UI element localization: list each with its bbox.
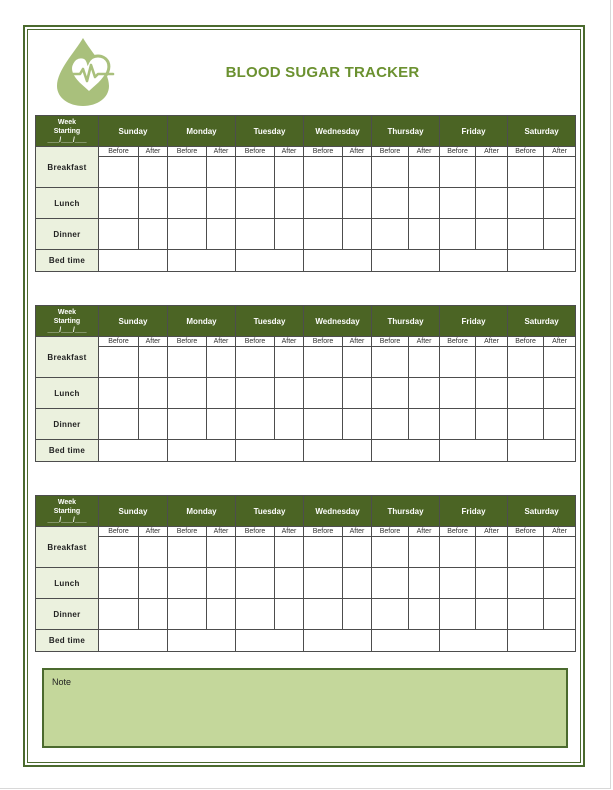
before-label: Before <box>440 337 476 347</box>
reading-cell[interactable] <box>476 599 508 630</box>
reading-cell[interactable] <box>372 409 409 440</box>
bedtime-cell[interactable] <box>304 630 372 652</box>
reading-cell[interactable] <box>139 599 168 630</box>
reading-cell[interactable] <box>409 219 440 250</box>
day-header: Monday <box>168 306 236 337</box>
reading-cell[interactable] <box>207 568 236 599</box>
day-header: Monday <box>168 116 236 147</box>
reading-cell[interactable] <box>476 157 508 188</box>
bedtime-cell[interactable] <box>99 440 168 462</box>
meal-label: Dinner <box>36 219 99 250</box>
reading-cell[interactable] <box>544 157 576 188</box>
after-label: After <box>139 527 168 537</box>
reading-cell[interactable] <box>236 188 275 219</box>
reading-cell[interactable] <box>476 409 508 440</box>
reading-cell[interactable] <box>372 157 409 188</box>
reading-cell[interactable] <box>207 599 236 630</box>
reading-cell[interactable] <box>168 378 207 409</box>
reading-cell[interactable] <box>207 409 236 440</box>
reading-cell[interactable] <box>304 599 343 630</box>
before-label: Before <box>168 337 207 347</box>
page-title: BLOOD SUGAR TRACKER <box>225 64 420 81</box>
before-label: Before <box>168 147 207 157</box>
reading-cell[interactable] <box>409 157 440 188</box>
reading-cell[interactable] <box>168 219 207 250</box>
reading-cell[interactable] <box>476 568 508 599</box>
reading-cell[interactable] <box>236 568 275 599</box>
reading-cell[interactable] <box>275 157 304 188</box>
reading-cell[interactable] <box>343 378 372 409</box>
reading-cell[interactable] <box>409 378 440 409</box>
reading-cell[interactable] <box>99 347 139 378</box>
reading-cell[interactable] <box>207 347 236 378</box>
reading-cell[interactable] <box>139 568 168 599</box>
bedtime-cell[interactable] <box>304 250 372 272</box>
reading-cell[interactable] <box>236 219 275 250</box>
reading-cell[interactable] <box>409 347 440 378</box>
reading-cell[interactable] <box>207 188 236 219</box>
week-starting-label: Week Starting ___/___/___ <box>36 496 99 527</box>
day-header: Tuesday <box>236 306 304 337</box>
bedtime-cell[interactable] <box>168 440 236 462</box>
after-label: After <box>207 337 236 347</box>
note-label: Note <box>52 677 72 687</box>
day-header: Sunday <box>99 116 168 147</box>
meal-label: Breakfast <box>36 337 99 378</box>
reading-cell[interactable] <box>476 347 508 378</box>
day-header: Friday <box>440 116 508 147</box>
after-label: After <box>275 147 304 157</box>
reading-cell[interactable] <box>440 409 476 440</box>
reading-cell[interactable] <box>168 409 207 440</box>
reading-cell[interactable] <box>508 409 544 440</box>
reading-cell[interactable] <box>409 188 440 219</box>
reading-cell[interactable] <box>275 347 304 378</box>
before-label: Before <box>236 527 275 537</box>
reading-cell[interactable] <box>372 347 409 378</box>
day-header: Sunday <box>99 496 168 527</box>
reading-cell[interactable] <box>343 157 372 188</box>
after-label: After <box>343 147 372 157</box>
before-label: Before <box>236 147 275 157</box>
before-label: Before <box>372 147 409 157</box>
reading-cell[interactable] <box>236 409 275 440</box>
day-header: Wednesday <box>304 116 372 147</box>
reading-cell[interactable] <box>168 347 207 378</box>
reading-cell[interactable] <box>508 157 544 188</box>
heart-drop-pulse-icon <box>55 36 119 108</box>
after-label: After <box>544 147 576 157</box>
before-label: Before <box>168 527 207 537</box>
reading-cell[interactable] <box>544 568 576 599</box>
reading-cell[interactable] <box>544 347 576 378</box>
reading-cell[interactable] <box>544 537 576 568</box>
after-label: After <box>476 147 508 157</box>
after-label: After <box>275 527 304 537</box>
reading-cell[interactable] <box>236 599 275 630</box>
reading-cell[interactable] <box>343 188 372 219</box>
reading-cell[interactable] <box>508 378 544 409</box>
before-label: Before <box>304 337 343 347</box>
reading-cell[interactable] <box>275 188 304 219</box>
bedtime-cell[interactable] <box>440 440 508 462</box>
reading-cell[interactable] <box>139 157 168 188</box>
after-label: After <box>544 527 576 537</box>
reading-cell[interactable] <box>99 568 139 599</box>
bedtime-cell[interactable] <box>168 630 236 652</box>
after-label: After <box>409 527 440 537</box>
reading-cell[interactable] <box>343 409 372 440</box>
before-label: Before <box>304 147 343 157</box>
reading-cell[interactable] <box>99 378 139 409</box>
reading-cell[interactable] <box>440 378 476 409</box>
week-table-3 <box>35 495 576 652</box>
reading-cell[interactable] <box>275 537 304 568</box>
meal-label: Dinner <box>36 409 99 440</box>
bedtime-label: Bed time <box>36 250 99 272</box>
day-header: Saturday <box>508 496 576 527</box>
reading-cell[interactable] <box>99 599 139 630</box>
before-label: Before <box>508 147 544 157</box>
reading-cell[interactable] <box>275 409 304 440</box>
reading-cell[interactable] <box>544 599 576 630</box>
reading-cell[interactable] <box>99 188 139 219</box>
meal-label: Lunch <box>36 378 99 409</box>
week-starting-label: Week Starting ___/___/___ <box>36 306 99 337</box>
bedtime-cell[interactable] <box>99 630 168 652</box>
week-table-1 <box>35 115 576 272</box>
week-starting-label: Week Starting ___/___/___ <box>36 116 99 147</box>
bedtime-label: Bed time <box>36 630 99 652</box>
before-label: Before <box>440 527 476 537</box>
reading-cell[interactable] <box>508 599 544 630</box>
reading-cell[interactable] <box>508 188 544 219</box>
bedtime-cell[interactable] <box>508 250 576 272</box>
meal-label: Lunch <box>36 568 99 599</box>
reading-cell[interactable] <box>304 537 343 568</box>
reading-cell[interactable] <box>508 347 544 378</box>
reading-cell[interactable] <box>440 188 476 219</box>
reading-cell[interactable] <box>275 219 304 250</box>
meal-label: Lunch <box>36 188 99 219</box>
reading-cell[interactable] <box>476 219 508 250</box>
reading-cell[interactable] <box>508 568 544 599</box>
reading-cell[interactable] <box>139 188 168 219</box>
bedtime-cell[interactable] <box>236 440 304 462</box>
day-header: Friday <box>440 496 508 527</box>
reading-cell[interactable] <box>440 219 476 250</box>
reading-cell[interactable] <box>343 537 372 568</box>
day-header: Saturday <box>508 116 576 147</box>
reading-cell[interactable] <box>343 599 372 630</box>
reading-cell[interactable] <box>304 568 343 599</box>
reading-cell[interactable] <box>508 219 544 250</box>
day-header: Saturday <box>508 306 576 337</box>
reading-cell[interactable] <box>343 347 372 378</box>
day-header: Wednesday <box>304 306 372 337</box>
reading-cell[interactable] <box>440 568 476 599</box>
reading-cell[interactable] <box>409 409 440 440</box>
reading-cell[interactable] <box>275 568 304 599</box>
bedtime-cell[interactable] <box>508 630 576 652</box>
after-label: After <box>139 147 168 157</box>
bedtime-cell[interactable] <box>168 250 236 272</box>
meal-label: Breakfast <box>36 147 99 188</box>
before-label: Before <box>372 337 409 347</box>
reading-cell[interactable] <box>440 599 476 630</box>
before-label: Before <box>508 337 544 347</box>
bedtime-cell[interactable] <box>440 250 508 272</box>
reading-cell[interactable] <box>440 537 476 568</box>
reading-cell[interactable] <box>304 347 343 378</box>
reading-cell[interactable] <box>372 599 409 630</box>
reading-cell[interactable] <box>304 409 343 440</box>
reading-cell[interactable] <box>236 157 275 188</box>
reading-cell[interactable] <box>168 537 207 568</box>
reading-cell[interactable] <box>207 157 236 188</box>
before-label: Before <box>99 337 139 347</box>
bedtime-label: Bed time <box>36 440 99 462</box>
reading-cell[interactable] <box>139 409 168 440</box>
reading-cell[interactable] <box>409 537 440 568</box>
reading-cell[interactable] <box>304 378 343 409</box>
after-label: After <box>343 337 372 347</box>
reading-cell[interactable] <box>372 537 409 568</box>
after-label: After <box>275 337 304 347</box>
reading-cell[interactable] <box>372 188 409 219</box>
reading-cell[interactable] <box>372 568 409 599</box>
before-label: Before <box>99 147 139 157</box>
before-label: Before <box>372 527 409 537</box>
reading-cell[interactable] <box>304 157 343 188</box>
day-header: Thursday <box>372 496 440 527</box>
after-label: After <box>139 337 168 347</box>
week-table-2 <box>35 305 576 462</box>
after-label: After <box>544 337 576 347</box>
reading-cell[interactable] <box>139 378 168 409</box>
bedtime-cell[interactable] <box>372 630 440 652</box>
reading-cell[interactable] <box>440 347 476 378</box>
bedtime-cell[interactable] <box>304 440 372 462</box>
meal-label: Breakfast <box>36 527 99 568</box>
day-header: Thursday <box>372 306 440 337</box>
reading-cell[interactable] <box>372 378 409 409</box>
day-header: Monday <box>168 496 236 527</box>
reading-cell[interactable] <box>544 378 576 409</box>
before-label: Before <box>99 527 139 537</box>
reading-cell[interactable] <box>139 537 168 568</box>
after-label: After <box>207 527 236 537</box>
reading-cell[interactable] <box>168 188 207 219</box>
reading-cell[interactable] <box>275 378 304 409</box>
after-label: After <box>409 337 440 347</box>
reading-cell[interactable] <box>409 568 440 599</box>
after-label: After <box>343 527 372 537</box>
reading-cell[interactable] <box>544 219 576 250</box>
reading-cell[interactable] <box>476 188 508 219</box>
reading-cell[interactable] <box>99 157 139 188</box>
day-header: Thursday <box>372 116 440 147</box>
reading-cell[interactable] <box>372 219 409 250</box>
reading-cell[interactable] <box>544 409 576 440</box>
bedtime-cell[interactable] <box>508 440 576 462</box>
bedtime-cell[interactable] <box>372 440 440 462</box>
reading-cell[interactable] <box>275 599 304 630</box>
reading-cell[interactable] <box>440 157 476 188</box>
reading-cell[interactable] <box>304 188 343 219</box>
day-header: Tuesday <box>236 116 304 147</box>
bedtime-cell[interactable] <box>236 250 304 272</box>
reading-cell[interactable] <box>236 378 275 409</box>
reading-cell[interactable] <box>207 219 236 250</box>
meal-label: Dinner <box>36 599 99 630</box>
day-header: Sunday <box>99 306 168 337</box>
reading-cell[interactable] <box>343 219 372 250</box>
reading-cell[interactable] <box>168 599 207 630</box>
reading-cell[interactable] <box>207 537 236 568</box>
note-box[interactable] <box>42 668 568 748</box>
reading-cell[interactable] <box>99 537 139 568</box>
reading-cell[interactable] <box>343 568 372 599</box>
before-label: Before <box>304 527 343 537</box>
reading-cell[interactable] <box>207 378 236 409</box>
bedtime-cell[interactable] <box>236 630 304 652</box>
reading-cell[interactable] <box>139 219 168 250</box>
after-label: After <box>409 147 440 157</box>
day-header: Wednesday <box>304 496 372 527</box>
before-label: Before <box>440 147 476 157</box>
reading-cell[interactable] <box>409 599 440 630</box>
reading-cell[interactable] <box>99 409 139 440</box>
after-label: After <box>476 527 508 537</box>
reading-cell[interactable] <box>476 537 508 568</box>
reading-cell[interactable] <box>168 157 207 188</box>
reading-cell[interactable] <box>476 378 508 409</box>
before-label: Before <box>508 527 544 537</box>
reading-cell[interactable] <box>168 568 207 599</box>
day-header: Tuesday <box>236 496 304 527</box>
reading-cell[interactable] <box>304 219 343 250</box>
before-label: Before <box>236 337 275 347</box>
reading-cell[interactable] <box>544 188 576 219</box>
after-label: After <box>476 337 508 347</box>
day-header: Friday <box>440 306 508 337</box>
reading-cell[interactable] <box>236 347 275 378</box>
bedtime-cell[interactable] <box>440 630 508 652</box>
after-label: After <box>207 147 236 157</box>
bedtime-cell[interactable] <box>99 250 168 272</box>
reading-cell[interactable] <box>139 347 168 378</box>
reading-cell[interactable] <box>236 537 275 568</box>
reading-cell[interactable] <box>508 537 544 568</box>
reading-cell[interactable] <box>99 219 139 250</box>
bedtime-cell[interactable] <box>372 250 440 272</box>
